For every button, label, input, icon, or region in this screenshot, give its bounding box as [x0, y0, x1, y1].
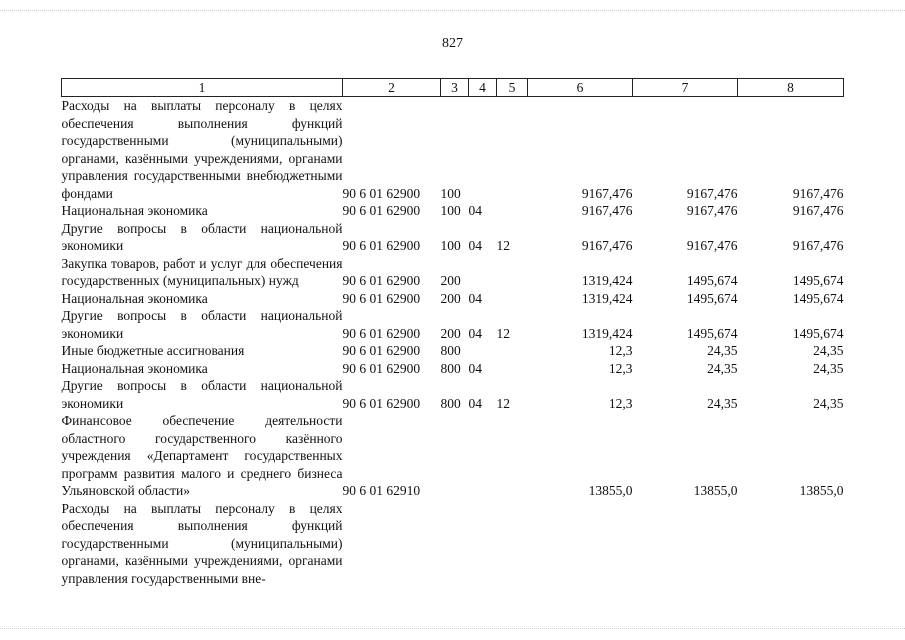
row-vr: 100: [440, 203, 461, 218]
row-name: Иные бюджетные ассигнования: [61, 343, 245, 358]
row-vr: 200: [440, 290, 461, 306]
row-rz: 04: [468, 203, 482, 218]
row-value-6: 1319,424: [581, 325, 633, 341]
row-value-8: 9167,476: [792, 185, 844, 201]
row-pr: 12: [496, 238, 510, 253]
row-name: Национальная экономика: [61, 360, 208, 376]
row-rz: 04: [468, 325, 482, 341]
row-value-7: 9167,476: [686, 185, 738, 201]
row-value-6: 12,3: [608, 343, 633, 358]
row-vr: 800: [440, 360, 461, 376]
row-csr: 90 6 01 62900: [342, 290, 421, 306]
row-pr: [497, 412, 528, 500]
row-rz: [469, 97, 497, 203]
row-pr: 12: [496, 325, 510, 341]
column-header: 6: [528, 79, 633, 97]
row-csr: 90 6 01 62900: [342, 203, 421, 218]
table-row: [62, 500, 844, 588]
row-pr: [497, 500, 528, 588]
row-value-8: 9167,476: [792, 203, 844, 218]
column-header: 3: [441, 79, 469, 97]
row-rz: 04: [468, 238, 482, 253]
row-name: Другие вопросы в области национальной экономики: [61, 378, 343, 411]
row-value-7: [633, 500, 738, 588]
row-value-7: 9167,476: [686, 203, 738, 218]
row-value-8: 24,35: [813, 360, 844, 376]
row-csr: 90 6 01 62900: [342, 360, 421, 376]
row-vr: 200: [440, 273, 461, 288]
row-vr: 200: [440, 325, 461, 341]
row-rz: [469, 412, 497, 500]
row-value-7: 24,35: [707, 360, 738, 376]
row-name: Другие вопросы в области национальной экономики: [61, 308, 343, 341]
row-csr: 90 6 01 62900: [342, 238, 421, 253]
row-rz: [469, 500, 497, 588]
column-header: 8: [738, 79, 844, 97]
table-row: [62, 290, 844, 308]
row-csr: 90 6 01 62900: [342, 343, 421, 358]
row-name: Расходы на выплаты персоналу в целях обеспечения выполнения функций государственными (муниципальными) органами, казёнными учреждениями, органами управления государственными вне-: [61, 500, 343, 586]
row-value-8: 13855,0: [799, 483, 844, 498]
scan-noise-top: [0, 10, 905, 13]
row-value-6: 12,3: [608, 395, 633, 411]
row-value-8: 1495,674: [792, 290, 844, 306]
row-name: Национальная экономика: [61, 203, 208, 218]
row-value-6: 9167,476: [581, 203, 633, 218]
table-row: [62, 360, 844, 378]
row-value-7: 24,35: [707, 395, 738, 411]
row-value-8: 1495,674: [792, 325, 844, 341]
row-value-8: 24,35: [813, 395, 844, 411]
row-rz: 04: [468, 395, 482, 411]
row-rz: [469, 255, 497, 290]
row-pr: [497, 255, 528, 290]
budget-table: [61, 78, 844, 587]
row-csr: 90 6 01 62910: [342, 483, 421, 498]
row-csr: [343, 500, 441, 588]
table-row: [62, 220, 844, 255]
table-row: [62, 97, 844, 203]
row-value-8: 24,35: [813, 343, 844, 358]
row-csr: 90 6 01 62900: [342, 273, 421, 288]
row-pr: [497, 360, 528, 378]
row-value-6: 9167,476: [581, 185, 633, 201]
row-pr: [497, 97, 528, 203]
row-name: Расходы на выплаты персоналу в целях обеспечения выполнения функций государственными (муниципальными) органами, казёнными учреждениями, органами управления государственными внебюджетными фондами: [61, 98, 343, 201]
row-value-8: 1495,674: [792, 273, 844, 288]
table-row: [62, 202, 844, 220]
column-header: 4: [469, 79, 497, 97]
row-value-6: 13855,0: [588, 483, 633, 498]
row-value-7: 9167,476: [686, 238, 738, 253]
row-value-6: 12,3: [608, 360, 633, 376]
row-csr: 90 6 01 62900: [342, 395, 421, 411]
table-row: [62, 307, 844, 342]
row-name: Другие вопросы в области национальной экономики: [61, 220, 343, 253]
row-value-6: [528, 500, 633, 588]
column-header: 1: [62, 79, 343, 97]
row-rz: [469, 342, 497, 360]
header-row: [62, 79, 844, 97]
row-pr: [497, 342, 528, 360]
column-header: 2: [343, 79, 441, 97]
row-vr: 800: [440, 343, 461, 358]
row-vr: [441, 412, 469, 500]
row-name: Закупка товаров, работ и услуг для обеспечения государственных (муниципальных) нужд: [61, 255, 343, 288]
row-vr: 800: [440, 395, 461, 411]
table-row: [62, 255, 844, 290]
row-value-7: 13855,0: [693, 483, 738, 498]
row-name: Национальная экономика: [61, 290, 208, 306]
row-value-6: 1319,424: [581, 273, 633, 288]
row-value-6: 1319,424: [581, 290, 633, 306]
row-value-6: 9167,476: [581, 238, 633, 253]
column-header: 5: [497, 79, 528, 97]
row-rz: 04: [468, 290, 482, 306]
row-value-7: 1495,674: [686, 290, 738, 306]
row-csr: 90 6 01 62900: [342, 325, 421, 341]
table-row: [62, 377, 844, 412]
column-header: 7: [633, 79, 738, 97]
row-name: Финансовое обеспечение деятельности областного государственного казённого учреждения «Департамент государственных программ развития малого и среднего бизнеса Ульяновской области»: [61, 413, 343, 498]
scan-noise-bottom: [0, 628, 905, 631]
row-value-8: [738, 500, 844, 588]
page-number: 827: [442, 36, 463, 51]
row-vr: 100: [440, 185, 461, 201]
row-value-7: 1495,674: [686, 325, 738, 341]
row-value-8: 9167,476: [792, 238, 844, 253]
row-pr: [497, 290, 528, 308]
row-vr: [441, 500, 469, 588]
row-rz: 04: [468, 360, 482, 376]
row-pr: 12: [496, 395, 510, 411]
row-value-7: 24,35: [707, 343, 738, 358]
row-csr: 90 6 01 62900: [342, 185, 421, 201]
table-row: [62, 342, 844, 360]
row-vr: 100: [440, 238, 461, 253]
row-pr: [497, 202, 528, 220]
row-value-7: 1495,674: [686, 273, 738, 288]
table-row: [62, 412, 844, 500]
